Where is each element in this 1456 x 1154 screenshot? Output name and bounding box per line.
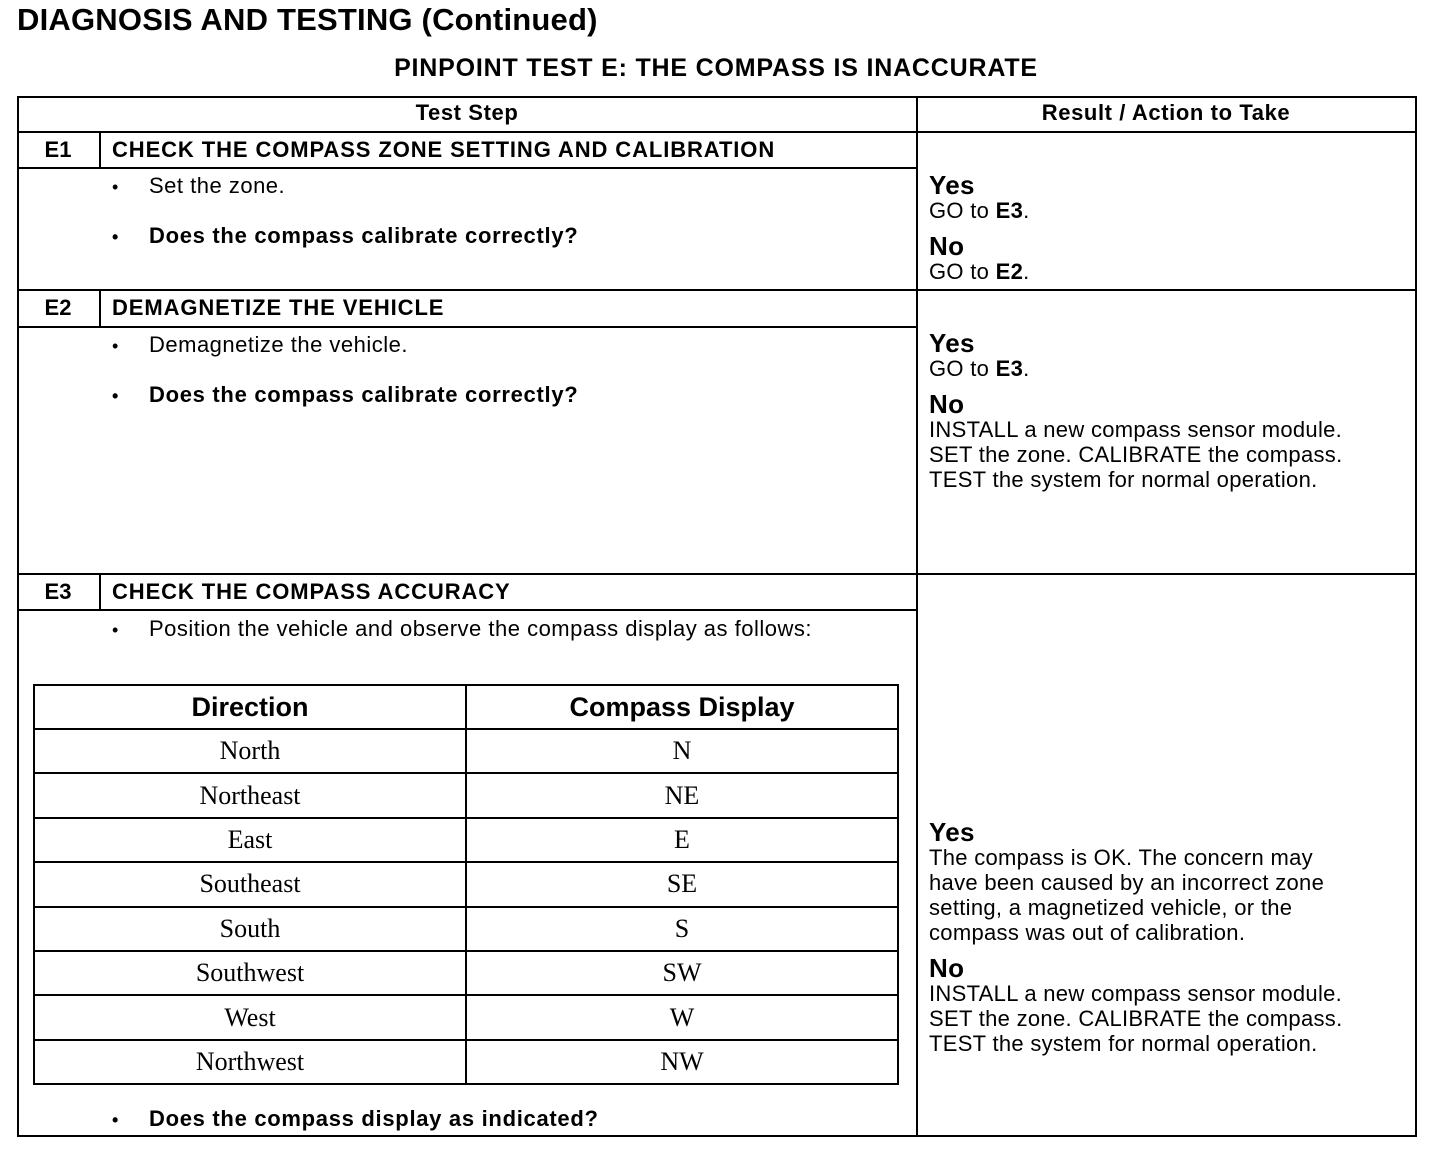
step-instruction	[112, 173, 285, 199]
compass-display-cell: NW	[466, 1040, 898, 1084]
result-yes-label: Yes	[929, 328, 975, 358]
direction-cell: South	[34, 907, 466, 951]
table-row	[34, 951, 898, 995]
result-no-label: No	[929, 389, 965, 419]
compass-display-cell: S	[466, 907, 898, 951]
result-yes-action: GO to E3.	[929, 198, 1030, 223]
step-result	[929, 819, 1409, 1066]
bullet-icon: •	[112, 177, 119, 197]
table-row	[34, 1040, 898, 1084]
step-id: E3	[44, 579, 72, 604]
result-yes-label: Yes	[929, 817, 975, 847]
direction-cell: West	[34, 995, 466, 1039]
result-no-action: GO to E2.	[929, 259, 1030, 284]
compass-display-cell: E	[466, 818, 898, 862]
compass-display-cell: W	[466, 995, 898, 1039]
compass-display-cell: N	[466, 729, 898, 773]
instruction-text: Demagnetize the vehicle.	[149, 332, 409, 357]
e2-title-divider	[17, 326, 917, 328]
bullet-icon: •	[112, 386, 120, 406]
direction-cell: Northeast	[34, 773, 466, 817]
table-row	[34, 729, 898, 773]
question-text: Does the compass calibrate correctly?	[149, 382, 579, 407]
step-id: E1	[44, 137, 72, 162]
compass-display-cell: SE	[466, 862, 898, 906]
e3-title-divider	[17, 609, 917, 611]
bullet-icon: •	[112, 620, 119, 640]
direction-cell: Southeast	[34, 862, 466, 906]
direction-cell: Northwest	[34, 1040, 466, 1084]
result-no-label: No	[929, 231, 965, 261]
instruction-text: Position the vehicle and observe the compass display as follows:	[149, 616, 813, 641]
direction-column-header: Direction	[34, 685, 466, 729]
pinpoint-test-title: PINPOINT TEST E: THE COMPASS IS INACCURATE	[394, 54, 1038, 82]
table-row	[34, 818, 898, 862]
table-row	[34, 862, 898, 906]
step-question	[112, 223, 578, 249]
result-yes-label: Yes	[929, 170, 975, 200]
step-title: DEMAGNETIZE THE VEHICLE	[112, 295, 445, 320]
compass-display-column-header: Compass Display	[466, 685, 898, 729]
table-row	[34, 995, 898, 1039]
step-instruction	[112, 616, 812, 642]
header-divider	[17, 131, 1417, 133]
result-yes-action: The compass is OK. The concern may have been caused by an incorrect zone setting, a magnetized vehicle, or the compass was out of calibration.	[929, 845, 1325, 945]
step-question	[112, 382, 578, 408]
column-header-test-step: Test Step	[415, 100, 519, 125]
table-row	[34, 773, 898, 817]
direction-cell: East	[34, 818, 466, 862]
result-no-label: No	[929, 953, 965, 983]
step-result	[929, 172, 1409, 294]
compass-display-cell: SW	[466, 951, 898, 995]
step-instruction	[112, 332, 408, 358]
step-title: CHECK THE COMPASS ZONE SETTING AND CALIBRATION	[112, 137, 776, 162]
step-question	[112, 1106, 599, 1132]
direction-table	[33, 684, 899, 1085]
step-result	[929, 330, 1409, 502]
e3-id-divider	[99, 573, 101, 610]
column-divider	[916, 96, 918, 1137]
step-id: E2	[44, 295, 72, 320]
question-text: Does the compass display as indicated?	[149, 1106, 599, 1131]
e2-e3-divider	[17, 573, 1417, 575]
question-text: Does the compass calibrate correctly?	[149, 223, 579, 248]
bullet-icon: •	[112, 1110, 120, 1130]
instruction-text: Set the zone.	[149, 173, 286, 198]
result-yes-action: GO to E3.	[929, 356, 1030, 381]
result-no-action: INSTALL a new compass sensor module. SET the zone. CALIBRATE the compass. TEST the system for normal operation.	[929, 981, 1343, 1056]
step-title: CHECK THE COMPASS ACCURACY	[112, 579, 511, 604]
result-no-action: INSTALL a new compass sensor module. SET the zone. CALIBRATE the compass. TEST the system for normal operation.	[929, 417, 1343, 492]
page-title: DIAGNOSIS AND TESTING (Continued)	[17, 2, 598, 37]
e1-id-divider	[99, 131, 101, 168]
compass-display-cell: NE	[466, 773, 898, 817]
table-row	[34, 907, 898, 951]
direction-cell: Southwest	[34, 951, 466, 995]
column-header-result: Result / Action to Take	[1041, 100, 1291, 125]
bullet-icon: •	[112, 227, 120, 247]
e1-title-divider	[17, 167, 917, 169]
e2-id-divider	[99, 289, 101, 327]
direction-cell: North	[34, 729, 466, 773]
bullet-icon: •	[112, 336, 119, 356]
